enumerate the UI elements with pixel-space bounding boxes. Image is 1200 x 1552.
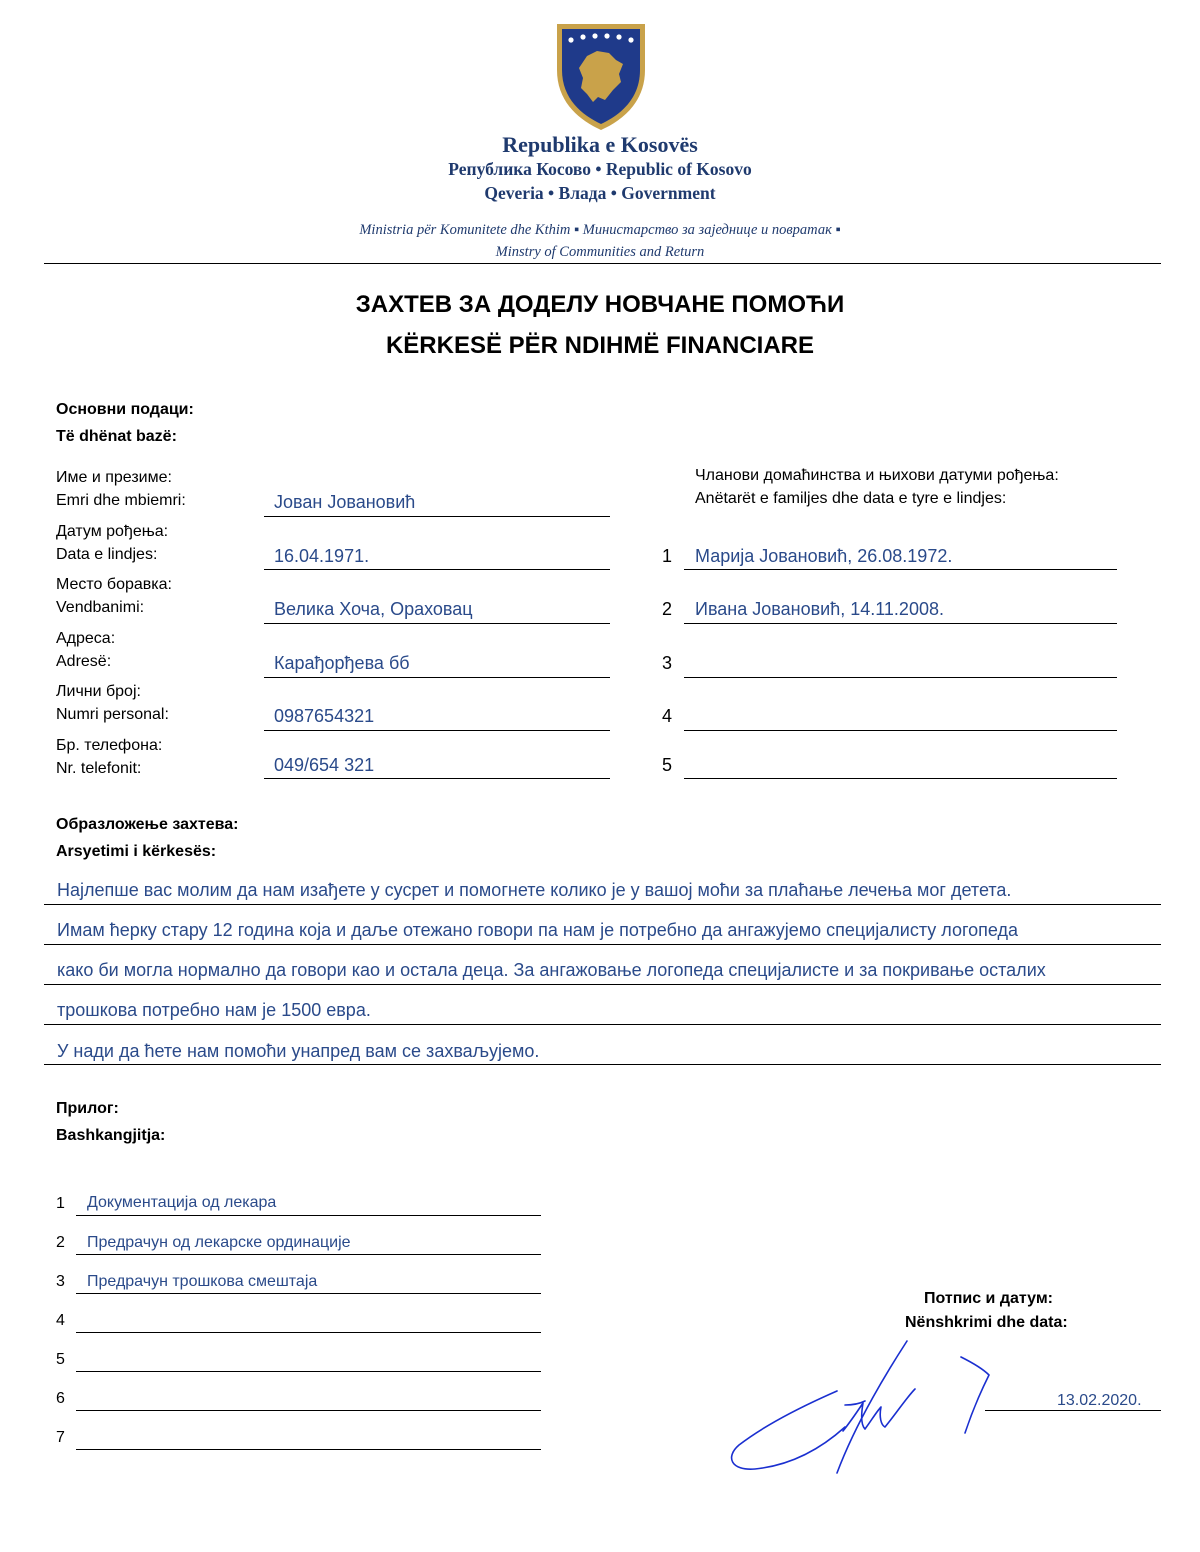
household-num-1: 1 [662,546,673,566]
name-underline [264,516,610,517]
reasoning-line-2[interactable]: Имам ћерку стару 12 година која и даље отежано говори па нам је потребно да ангажујемо специјалисту логопеда [57,920,1019,940]
household-member-1[interactable]: Марија Јовановић, 26.08.1972. [695,546,953,566]
header-ministry-line1: Ministria për Komunitete dhe Kthim ▪ Министарство за заједнице и повратак ▪ [359,222,841,238]
residence-label-sr: Место боравка: [56,576,172,593]
attachment-item-1[interactable]: Документација од лекара [87,1194,277,1211]
title-sq: KËRKESË PËR NDIHMË FINANCIARE [385,332,815,359]
birthdate-value[interactable]: 16.04.1971. [274,546,370,566]
title-sr: ЗАХТЕВ ЗА ДОДЕЛУ НОВЧАНЕ ПОМОЋИ [355,291,845,318]
signature-heading-sq: Nënshkrimi dhe data: [905,1314,1068,1331]
household-underline-5 [684,778,1117,779]
header-republic-sr-en: Република Косово • Republic of Kosovo [448,159,752,179]
phone-label-sr: Бр. телефона: [56,737,163,754]
reasoning-heading-sq: Arsyetimi i kërkesës: [56,843,217,860]
attachment-num-1: 1 [56,1195,65,1212]
address-value[interactable]: Карађорђева бб [274,653,410,673]
basic-data-heading-sr: Основни подаци: [56,401,194,418]
reasoning-line-1[interactable]: Најлепше вас молим да нам изађете у сусрет и помогнете колико је у вашој моћи за плаћање лечења мог детета. [57,880,1012,900]
personal-number-label-sq: Numri personal: [56,706,169,723]
reasoning-underline-2 [44,944,1161,945]
coat-of-arms-icon [553,20,649,132]
residence-label-sq: Vendbanimi: [56,599,145,616]
reasoning-underline-3 [44,984,1161,985]
name-value[interactable]: Јован Јовановић [274,492,416,512]
household-underline-1 [684,569,1117,570]
attachment-underline-1 [76,1215,541,1216]
address-label-sr: Адреса: [56,630,116,647]
household-member-2[interactable]: Ивана Јовановић, 14.11.2008. [695,599,944,619]
attachments-heading-sq: Bashkangjitja: [56,1127,166,1144]
household-underline-4 [684,730,1117,731]
attachment-num-2: 2 [56,1234,65,1251]
header-republic-sq: Republika e Kosovës [502,132,698,157]
reasoning-heading-sr: Образложење захтева: [56,816,239,833]
header-ministry-line2: Minstry of Communities and Return [495,244,705,260]
attachments-heading-sr: Прилог: [56,1100,119,1117]
household-heading-sr: Чланови домаћинства и њихови датуми рођења: [695,467,1059,484]
attachment-underline-5 [76,1371,541,1372]
personal-number-value[interactable]: 0987654321 [274,706,375,726]
household-num-3: 3 [662,653,673,673]
header-government: Qeveria • Влада • Government [484,183,716,203]
household-underline-3 [684,677,1117,678]
reasoning-underline-1 [44,904,1161,905]
residence-underline [264,623,610,624]
household-heading-sq: Anëtarët e familjes dhe data e tyre e lindjes: [695,490,1007,507]
phone-label-sq: Nr. telefonit: [56,760,142,777]
address-underline [264,677,610,678]
attachment-underline-6 [76,1410,541,1411]
personal-number-underline [264,730,610,731]
name-label-sr: Име и презиме: [56,469,172,486]
signature-icon [725,1335,1005,1485]
household-num-2: 2 [662,599,673,619]
attachment-underline-3 [76,1293,541,1294]
attachment-num-3: 3 [56,1273,65,1290]
residence-value[interactable]: Велика Хоча, Ораховац [274,599,473,619]
header-divider [44,263,1161,264]
attachment-num-5: 5 [56,1351,65,1368]
attachment-underline-7 [76,1449,541,1450]
personal-number-label-sr: Лични број: [56,683,141,700]
household-num-4: 4 [662,706,673,726]
phone-value[interactable]: 049/654 321 [274,755,375,775]
attachment-item-2[interactable]: Предрачун од лекарске ординације [87,1234,351,1251]
attachment-num-7: 7 [56,1429,65,1446]
reasoning-underline-5 [44,1064,1161,1065]
household-num-5: 5 [662,755,673,775]
signature-heading-sr: Потпис и датум: [924,1290,1053,1307]
address-label-sq: Adresë: [56,653,112,670]
household-underline-2 [684,623,1117,624]
birthdate-label-sq: Data e lindjes: [56,546,158,563]
signature-date[interactable]: 13.02.2020. [1057,1392,1142,1409]
reasoning-line-3[interactable]: како би могла нормално да говори као и остала деца. За ангажовање логопеда специјалисте и за покривање осталих [57,960,1046,980]
attachment-item-3[interactable]: Предрачун трошкова смештаја [87,1273,318,1290]
birthdate-underline [264,569,610,570]
name-label-sq: Emri dhe mbiemri: [56,492,186,509]
attachment-num-6: 6 [56,1390,65,1407]
basic-data-heading-sq: Të dhënat bazë: [56,428,177,445]
phone-underline [264,778,610,779]
reasoning-line-5[interactable]: У нади да ћете нам помоћи унапред вам се захваљујемо. [57,1041,540,1061]
attachment-num-4: 4 [56,1312,65,1329]
birthdate-label-sr: Датум рођења: [56,523,169,540]
attachment-underline-4 [76,1332,541,1333]
attachment-underline-2 [76,1254,541,1255]
reasoning-line-4[interactable]: трошкова потребно нам је 1500 евра. [57,1000,371,1020]
reasoning-underline-4 [44,1024,1161,1025]
